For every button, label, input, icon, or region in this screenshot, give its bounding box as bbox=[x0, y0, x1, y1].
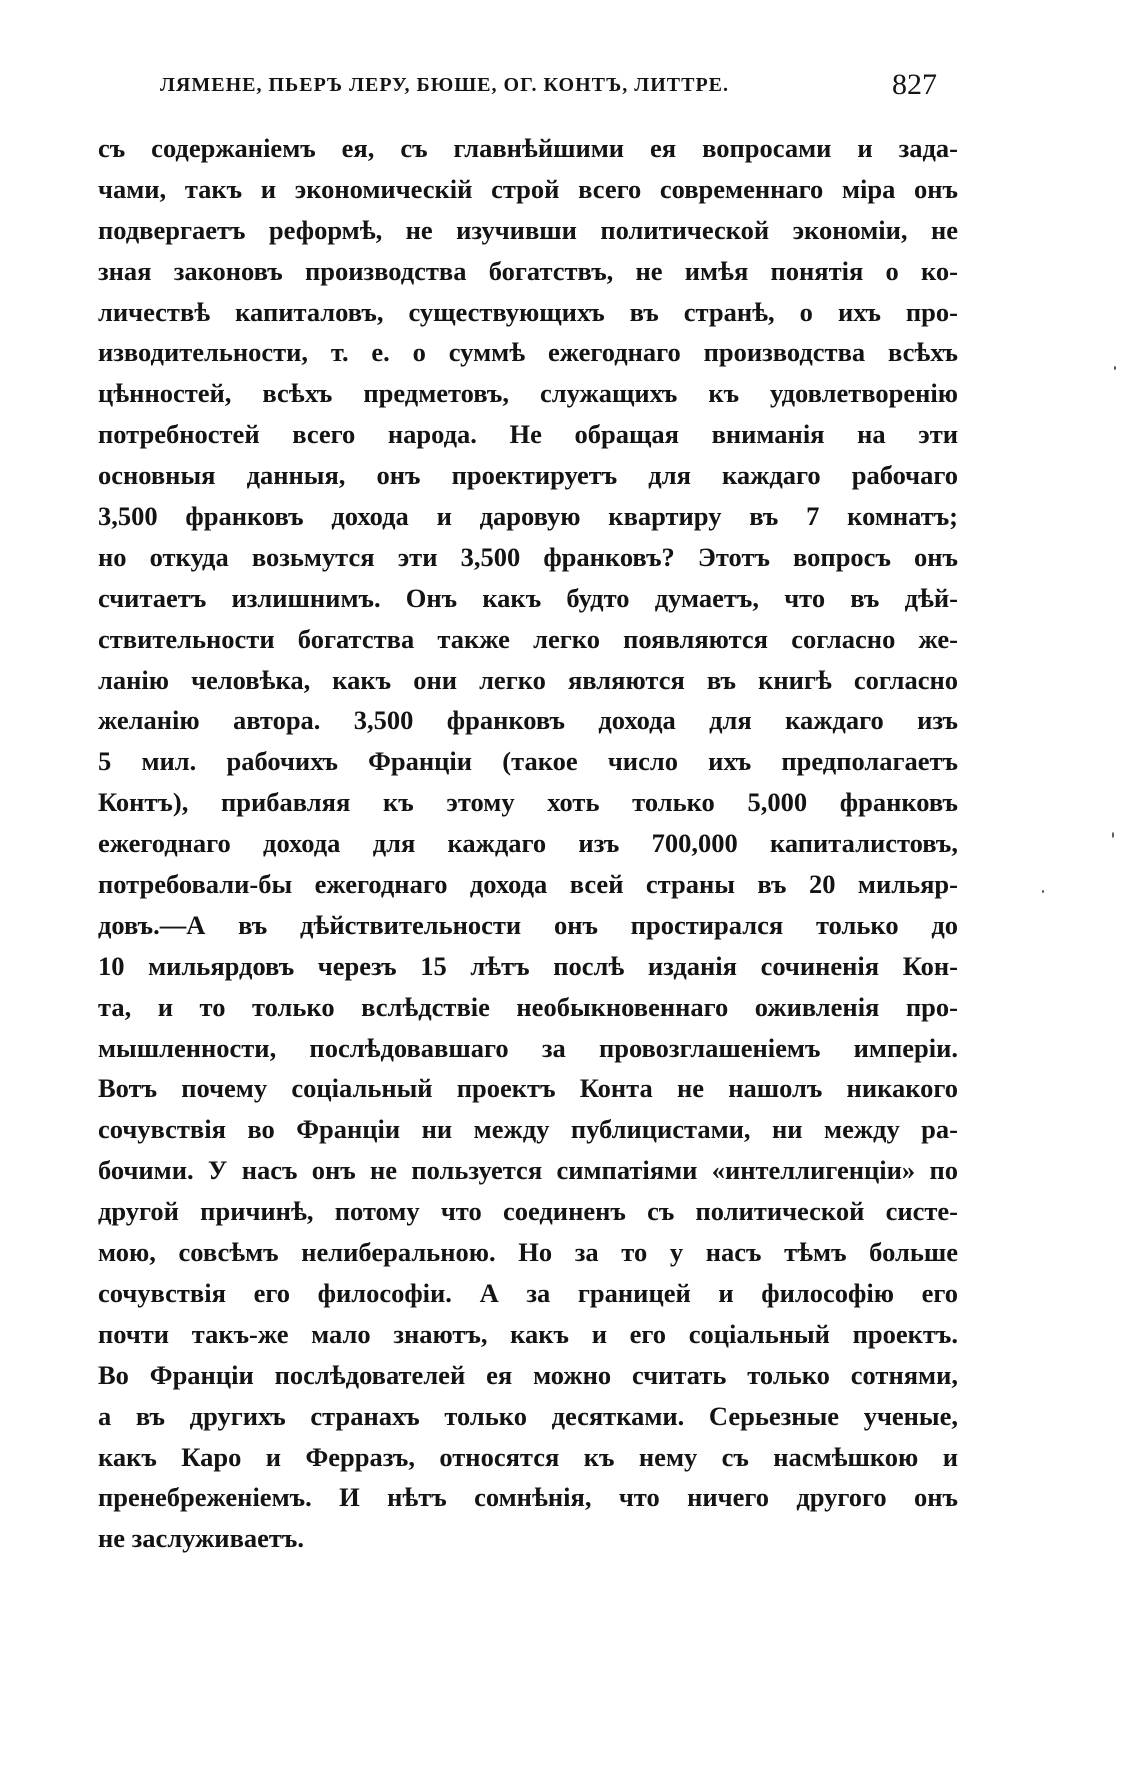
text-line: но откуда возьмутся эти 3,500 франковъ? Этотъ вопросъ онъ bbox=[98, 541, 958, 572]
text-line: 10 мильярдовъ черезъ 15 лѣтъ послѣ изданія сочиненія Кон- bbox=[98, 950, 958, 981]
text-line: Контъ), прибавляя къ этому хоть только 5,000 франковъ bbox=[98, 787, 958, 818]
text-line: основныя данныя, онъ проектируетъ для каждаго рабочаго bbox=[98, 460, 958, 491]
page-number: 827 bbox=[892, 68, 937, 101]
text-line: другой причинѣ, потому что соединенъ съ политической систе- bbox=[98, 1196, 958, 1227]
text-line: потребностей всего народа. Не обращая вниманія на эти bbox=[98, 419, 958, 450]
text-line: считаетъ излишнимъ. Онъ какъ будто думаетъ, что въ дѣй- bbox=[98, 582, 958, 613]
text-line: 3,500 франковъ дохода и даровую квартиру въ 7 комнатъ; bbox=[98, 501, 958, 532]
text-line: бочими. У насъ онъ не пользуется симпатіями «интеллигенціи» по bbox=[98, 1155, 958, 1186]
text-line: Во Франціи послѣдователей ея можно считать только сотнями, bbox=[98, 1359, 958, 1390]
text-line: зная законовъ производства богатствъ, не имѣя понятія о ко- bbox=[98, 255, 958, 286]
text-line: почти такъ-же мало знаютъ, какъ и его соціальный проектъ. bbox=[98, 1318, 958, 1349]
text-line: 5 мил. рабочихъ Франціи (такое число ихъ предполагаетъ bbox=[98, 746, 958, 777]
text-line: мышленности, послѣдовавшаго за провозглашеніемъ имперіи. bbox=[98, 1032, 958, 1063]
running-header bbox=[160, 68, 945, 108]
scan-speck bbox=[1114, 366, 1116, 370]
text-line: мою, совсѣмъ нелиберальною. Но за то у насъ тѣмъ больше bbox=[98, 1237, 958, 1268]
text-line: потребовали-бы ежегоднаго дохода всей страны въ 20 мильяр- bbox=[98, 869, 958, 900]
text-line: чами, такъ и экономическій строй всего современнаго міра онъ bbox=[98, 173, 958, 204]
text-line: какъ Каро и Ферразъ, относятся къ нему съ насмѣшкою и bbox=[98, 1441, 958, 1472]
text-line: та, и то только вслѣдствіе необыкновеннаго оживленія про- bbox=[98, 991, 958, 1022]
text-line: сочувствія во Франціи ни между публицистами, ни между ра- bbox=[98, 1114, 958, 1145]
scan-speck bbox=[1112, 832, 1114, 838]
text-line: личествѣ капиталовъ, существующихъ въ странѣ, о ихъ про- bbox=[98, 296, 958, 327]
text-line: не заслуживаетъ. bbox=[98, 1523, 304, 1554]
text-line: Вотъ почему соціальный проектъ Конта не нашолъ никакого bbox=[98, 1073, 958, 1104]
text-line: желанію автора. 3,500 франковъ дохода для каждаго изъ bbox=[98, 705, 958, 736]
text-line: съ содержаніемъ ея, съ главнѣйшими ея вопросами и зада- bbox=[98, 133, 958, 163]
text-line: а въ другихъ странахъ только десятками. Серьезные ученые, bbox=[98, 1400, 958, 1431]
scan-speck bbox=[1042, 890, 1044, 893]
text-line: пренебреженіемъ. И нѣтъ сомнѣнія, что ничего другого онъ bbox=[98, 1482, 958, 1513]
text-line: довъ.—А въ дѣйствительности онъ простирался только до bbox=[98, 909, 958, 940]
text-line: ежегоднаго дохода для каждаго изъ 700,000 капиталистовъ, bbox=[98, 828, 958, 859]
text-line: цѣнностей, всѣхъ предметовъ, служащихъ къ удовлетворенію bbox=[98, 378, 958, 409]
body-text bbox=[98, 128, 958, 1559]
running-title: ЛЯМЕНЕ, ПЬЕРЪ ЛЕРУ, БЮШЕ, ОГ. КОНТЪ, ЛИТТРЕ. bbox=[160, 74, 729, 96]
text-line: изводительности, т. е. о суммѣ ежегоднаго производства всѣхъ bbox=[98, 337, 958, 368]
text-line: ствительности богатства также легко появляются согласно же- bbox=[98, 623, 958, 654]
text-line: сочувствія его философіи. А за границей и философію его bbox=[98, 1277, 958, 1308]
text-line: ланію человѣка, какъ они легко являются въ книгѣ согласно bbox=[98, 664, 958, 695]
text-line: подвергаетъ реформѣ, не изучивши политической экономіи, не bbox=[98, 214, 958, 245]
